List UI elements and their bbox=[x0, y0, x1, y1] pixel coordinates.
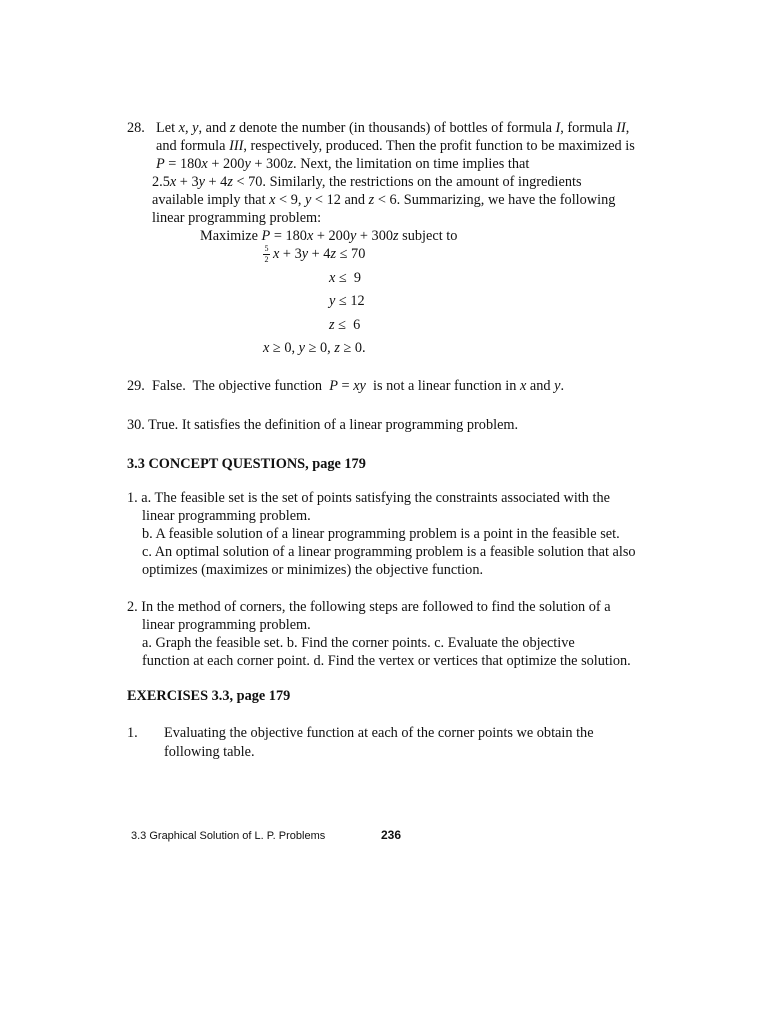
p28-line-6: linear programming problem: bbox=[152, 210, 322, 226]
constraint-3: y ≤ 12 bbox=[329, 293, 365, 309]
p28-number: 28. bbox=[127, 120, 145, 136]
constraint-nonnegativity: x ≥ 0, y ≥ 0, z ≥ 0. bbox=[263, 340, 366, 356]
concept-questions-heading: 3.3 CONCEPT QUESTIONS, page 179 bbox=[127, 456, 366, 472]
q2-line-4: function at each corner point. d. Find the vertex or vertices that optimize the solution. bbox=[142, 653, 631, 669]
q2-line-3: a. Graph the feasible set. b. Find the corner points. c. Evaluate the objective bbox=[142, 635, 575, 651]
constraint-4: z ≤ 6 bbox=[329, 317, 361, 333]
ex1-line-1: Evaluating the objective function at each of the corner points we obtain the bbox=[164, 725, 594, 741]
ex1-line-2: following table. bbox=[164, 744, 255, 760]
fraction-five-halves: $\frac{5}{2}$ bbox=[264, 244, 269, 265]
q2-line-1: 2. In the method of corners, the following steps are followed to find the solution of a bbox=[127, 599, 611, 615]
q2-line-2: linear programming problem. bbox=[142, 617, 311, 633]
ex1-number: 1. bbox=[127, 725, 138, 741]
p28-line-4: 2.5x + 3y + 4z < 70. Similarly, the restrictions on the amount of ingredients bbox=[152, 174, 582, 190]
objective-maximize: Maximize P = 180x + 200y + 300z subject to bbox=[200, 228, 458, 244]
exercises-heading: EXERCISES 3.3, page 179 bbox=[127, 688, 291, 704]
constraint-1: $\frac{5}{2}$ x + 3y + 4z ≤ 70 bbox=[264, 244, 366, 265]
p29: 29. False. The objective function P = xy is not a linear function in x and y. bbox=[127, 378, 565, 394]
q1-line-2: linear programming problem. bbox=[142, 508, 311, 524]
footer-section-title: 3.3 Graphical Solution of L. P. Problems bbox=[131, 830, 326, 842]
constraint-2: x ≤ 9 bbox=[329, 270, 362, 286]
q1-line-1: 1. a. The feasible set is the set of points satisfying the constraints associated with the bbox=[127, 490, 610, 506]
p30: 30. True. It satisfies the definition of a linear programming problem. bbox=[127, 417, 519, 433]
q1-line-5: optimizes (maximizes or minimizes) the objective function. bbox=[142, 562, 484, 578]
p28-line-3: P = 180x + 200y + 300z. Next, the limitation on time implies that bbox=[156, 156, 530, 172]
p28-line-5: available imply that x < 9, y < 12 and z < 6. Summarizing, we have the following bbox=[152, 192, 616, 208]
q1-line-4: c. An optimal solution of a linear programming problem is a feasible solution that also bbox=[142, 544, 636, 560]
q1-line-3: b. A feasible solution of a linear programming problem is a point in the feasible set. bbox=[142, 526, 620, 542]
p28-line-1: Let x, y, and z denote the number (in thousands) of bottles of formula I, formula II, bbox=[156, 120, 630, 136]
p28-line-2: and formula III, respectively, produced. Then the profit function to be maximized is bbox=[156, 138, 635, 154]
page-number: 236 bbox=[381, 828, 402, 842]
